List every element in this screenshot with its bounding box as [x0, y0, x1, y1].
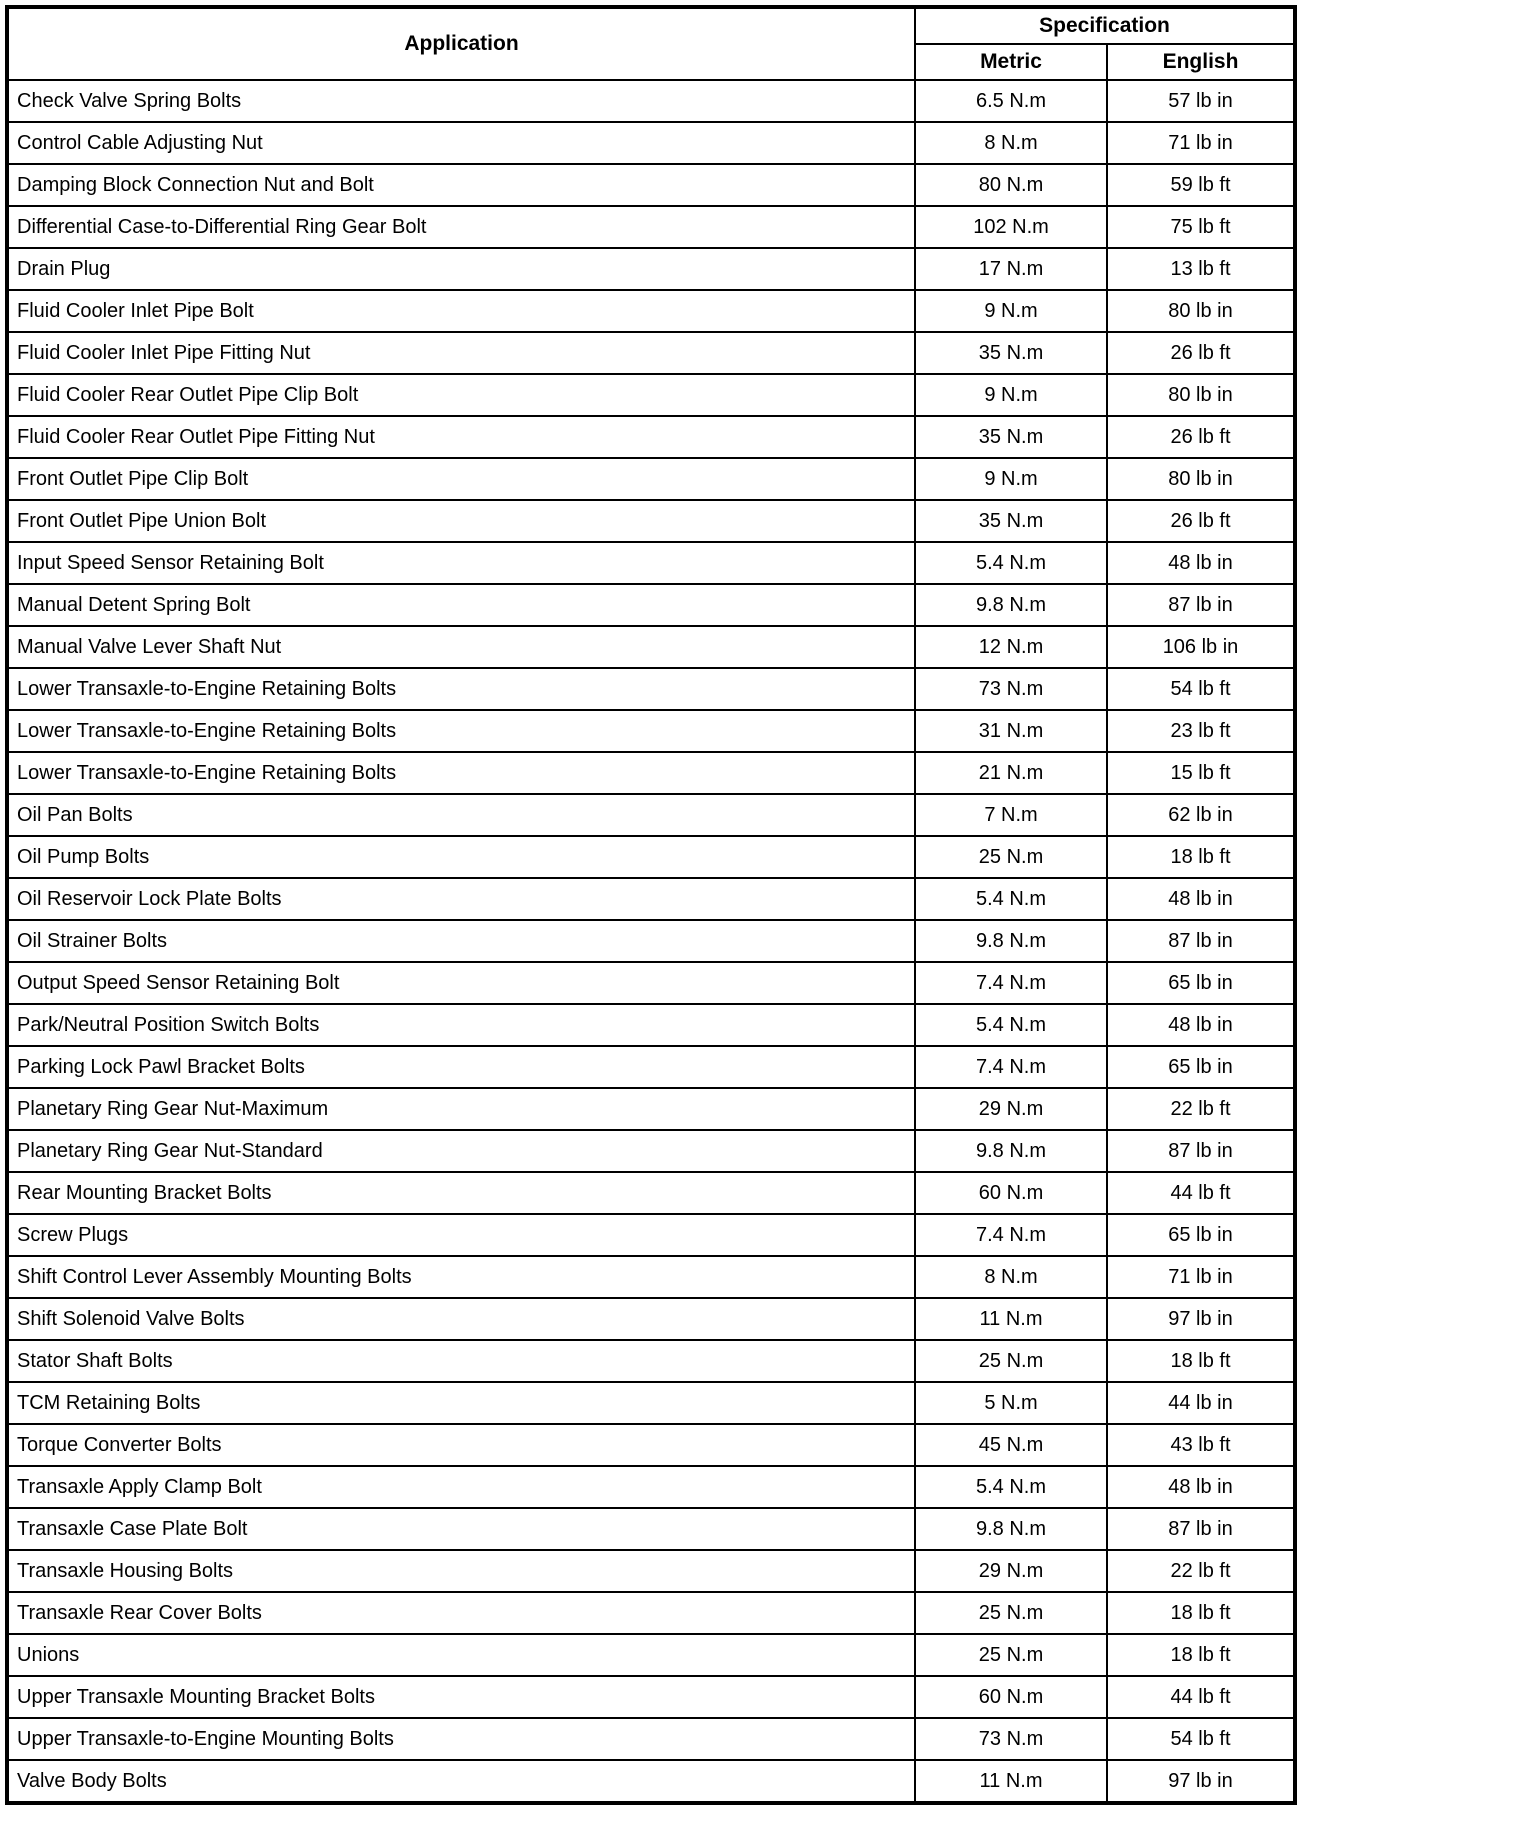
metric-value-cell: 7.4 N.m [915, 1214, 1107, 1256]
table-row [7, 962, 1295, 1004]
metric-value-cell: 25 N.m [915, 1592, 1107, 1634]
application-cell: Planetary Ring Gear Nut-Maximum [7, 1088, 915, 1130]
english-value-cell: 26 lb ft [1107, 500, 1295, 542]
table-row [7, 374, 1295, 416]
application-cell: Output Speed Sensor Retaining Bolt [7, 962, 915, 1004]
metric-value-cell: 11 N.m [915, 1760, 1107, 1803]
english-value-cell: 18 lb ft [1107, 836, 1295, 878]
metric-value-cell: 7 N.m [915, 794, 1107, 836]
application-cell: Screw Plugs [7, 1214, 915, 1256]
application-cell: Fluid Cooler Rear Outlet Pipe Fitting Nut [7, 416, 915, 458]
table-row [7, 1592, 1295, 1634]
application-cell: Fluid Cooler Rear Outlet Pipe Clip Bolt [7, 374, 915, 416]
table-row [7, 1634, 1295, 1676]
table-row [7, 1256, 1295, 1298]
table-row [7, 836, 1295, 878]
metric-value-cell: 25 N.m [915, 1634, 1107, 1676]
metric-value-cell: 12 N.m [915, 626, 1107, 668]
application-cell: Fluid Cooler Inlet Pipe Fitting Nut [7, 332, 915, 374]
table-row [7, 1130, 1295, 1172]
metric-value-cell: 80 N.m [915, 164, 1107, 206]
table-row [7, 710, 1295, 752]
english-value-cell: 87 lb in [1107, 920, 1295, 962]
metric-value-cell: 60 N.m [915, 1676, 1107, 1718]
english-value-cell: 80 lb in [1107, 374, 1295, 416]
table-row [7, 878, 1295, 920]
english-value-cell: 48 lb in [1107, 1004, 1295, 1046]
metric-value-cell: 9.8 N.m [915, 1508, 1107, 1550]
metric-value-cell: 73 N.m [915, 668, 1107, 710]
application-cell: Lower Transaxle-to-Engine Retaining Bolts [7, 710, 915, 752]
table-row [7, 920, 1295, 962]
english-value-cell: 13 lb ft [1107, 248, 1295, 290]
table-row [7, 206, 1295, 248]
english-value-cell: 71 lb in [1107, 122, 1295, 164]
application-cell: Parking Lock Pawl Bracket Bolts [7, 1046, 915, 1088]
english-value-cell: 22 lb ft [1107, 1550, 1295, 1592]
application-cell: Transaxle Housing Bolts [7, 1550, 915, 1592]
application-column-header: Application [7, 7, 915, 80]
table-row [7, 1466, 1295, 1508]
english-value-cell: 80 lb in [1107, 458, 1295, 500]
english-value-cell: 80 lb in [1107, 290, 1295, 332]
english-value-cell: 48 lb in [1107, 542, 1295, 584]
english-value-cell: 106 lb in [1107, 626, 1295, 668]
table-row [7, 458, 1295, 500]
application-cell: Shift Control Lever Assembly Mounting Bolts [7, 1256, 915, 1298]
metric-value-cell: 73 N.m [915, 1718, 1107, 1760]
metric-value-cell: 7.4 N.m [915, 1046, 1107, 1088]
application-cell: Stator Shaft Bolts [7, 1340, 915, 1382]
application-cell: Valve Body Bolts [7, 1760, 915, 1803]
table-row [7, 1424, 1295, 1466]
metric-value-cell: 29 N.m [915, 1088, 1107, 1130]
table-row [7, 584, 1295, 626]
english-value-cell: 54 lb ft [1107, 668, 1295, 710]
application-cell: Check Valve Spring Bolts [7, 80, 915, 122]
english-value-cell: 43 lb ft [1107, 1424, 1295, 1466]
table-row [7, 1298, 1295, 1340]
metric-value-cell: 5.4 N.m [915, 542, 1107, 584]
english-value-cell: 87 lb in [1107, 1130, 1295, 1172]
metric-value-cell: 31 N.m [915, 710, 1107, 752]
table-row [7, 290, 1295, 332]
metric-value-cell: 35 N.m [915, 416, 1107, 458]
metric-value-cell: 35 N.m [915, 332, 1107, 374]
metric-value-cell: 6.5 N.m [915, 80, 1107, 122]
english-value-cell: 65 lb in [1107, 962, 1295, 1004]
metric-value-cell: 25 N.m [915, 1340, 1107, 1382]
metric-value-cell: 5.4 N.m [915, 878, 1107, 920]
metric-value-cell: 9.8 N.m [915, 920, 1107, 962]
english-value-cell: 18 lb ft [1107, 1634, 1295, 1676]
english-value-cell: 18 lb ft [1107, 1340, 1295, 1382]
table-row [7, 1508, 1295, 1550]
application-cell: Lower Transaxle-to-Engine Retaining Bolts [7, 752, 915, 794]
english-value-cell: 48 lb in [1107, 1466, 1295, 1508]
application-cell: Upper Transaxle Mounting Bracket Bolts [7, 1676, 915, 1718]
metric-value-cell: 7.4 N.m [915, 962, 1107, 1004]
metric-value-cell: 35 N.m [915, 500, 1107, 542]
english-value-cell: 26 lb ft [1107, 332, 1295, 374]
english-value-cell: 44 lb in [1107, 1382, 1295, 1424]
metric-value-cell: 21 N.m [915, 752, 1107, 794]
metric-value-cell: 45 N.m [915, 1424, 1107, 1466]
table-row [7, 626, 1295, 668]
metric-value-cell: 8 N.m [915, 1256, 1107, 1298]
application-cell: Lower Transaxle-to-Engine Retaining Bolts [7, 668, 915, 710]
application-cell: Manual Valve Lever Shaft Nut [7, 626, 915, 668]
english-value-cell: 44 lb ft [1107, 1172, 1295, 1214]
application-cell: Transaxle Apply Clamp Bolt [7, 1466, 915, 1508]
application-cell: Oil Reservoir Lock Plate Bolts [7, 878, 915, 920]
table-body [7, 80, 1295, 1803]
application-cell: Front Outlet Pipe Clip Bolt [7, 458, 915, 500]
table-row [7, 1172, 1295, 1214]
application-cell: Transaxle Case Plate Bolt [7, 1508, 915, 1550]
application-cell: Manual Detent Spring Bolt [7, 584, 915, 626]
metric-value-cell: 5.4 N.m [915, 1466, 1107, 1508]
application-cell: Oil Strainer Bolts [7, 920, 915, 962]
header-row-top [7, 7, 1295, 44]
application-cell: Planetary Ring Gear Nut-Standard [7, 1130, 915, 1172]
application-cell: TCM Retaining Bolts [7, 1382, 915, 1424]
english-value-cell: 18 lb ft [1107, 1592, 1295, 1634]
table-row [7, 416, 1295, 458]
english-value-cell: 22 lb ft [1107, 1088, 1295, 1130]
metric-value-cell: 9.8 N.m [915, 1130, 1107, 1172]
application-cell: Damping Block Connection Nut and Bolt [7, 164, 915, 206]
english-value-cell: 62 lb in [1107, 794, 1295, 836]
table-row [7, 542, 1295, 584]
english-value-cell: 59 lb ft [1107, 164, 1295, 206]
table-row [7, 1214, 1295, 1256]
table-row [7, 80, 1295, 122]
table-row [7, 164, 1295, 206]
application-cell: Drain Plug [7, 248, 915, 290]
table-row [7, 668, 1295, 710]
english-value-cell: 71 lb in [1107, 1256, 1295, 1298]
metric-value-cell: 60 N.m [915, 1172, 1107, 1214]
table-row [7, 248, 1295, 290]
english-value-cell: 57 lb in [1107, 80, 1295, 122]
metric-value-cell: 25 N.m [915, 836, 1107, 878]
metric-value-cell: 9 N.m [915, 458, 1107, 500]
english-value-cell: 44 lb ft [1107, 1676, 1295, 1718]
table-row [7, 1760, 1295, 1803]
application-cell: Park/Neutral Position Switch Bolts [7, 1004, 915, 1046]
english-value-cell: 75 lb ft [1107, 206, 1295, 248]
application-cell: Rear Mounting Bracket Bolts [7, 1172, 915, 1214]
metric-value-cell: 29 N.m [915, 1550, 1107, 1592]
specification-column-header: Specification [915, 7, 1295, 44]
english-value-cell: 87 lb in [1107, 584, 1295, 626]
application-cell: Transaxle Rear Cover Bolts [7, 1592, 915, 1634]
metric-value-cell: 5.4 N.m [915, 1004, 1107, 1046]
table-row [7, 1340, 1295, 1382]
table-row [7, 794, 1295, 836]
table-row [7, 1088, 1295, 1130]
application-cell: Differential Case-to-Differential Ring Gear Bolt [7, 206, 915, 248]
metric-value-cell: 9 N.m [915, 374, 1107, 416]
application-cell: Control Cable Adjusting Nut [7, 122, 915, 164]
english-value-cell: 48 lb in [1107, 878, 1295, 920]
table-row [7, 752, 1295, 794]
english-value-cell: 65 lb in [1107, 1046, 1295, 1088]
english-value-cell: 15 lb ft [1107, 752, 1295, 794]
application-cell: Fluid Cooler Inlet Pipe Bolt [7, 290, 915, 332]
application-cell: Shift Solenoid Valve Bolts [7, 1298, 915, 1340]
application-cell: Oil Pump Bolts [7, 836, 915, 878]
application-cell: Oil Pan Bolts [7, 794, 915, 836]
english-value-cell: 54 lb ft [1107, 1718, 1295, 1760]
application-cell: Input Speed Sensor Retaining Bolt [7, 542, 915, 584]
english-value-cell: 23 lb ft [1107, 710, 1295, 752]
table-row [7, 122, 1295, 164]
table-row [7, 332, 1295, 374]
application-cell: Unions [7, 1634, 915, 1676]
application-cell: Front Outlet Pipe Union Bolt [7, 500, 915, 542]
english-value-cell: 26 lb ft [1107, 416, 1295, 458]
metric-column-header: Metric [915, 44, 1107, 80]
metric-value-cell: 11 N.m [915, 1298, 1107, 1340]
metric-value-cell: 5 N.m [915, 1382, 1107, 1424]
table-row [7, 1550, 1295, 1592]
english-value-cell: 97 lb in [1107, 1760, 1295, 1803]
english-column-header: English [1107, 44, 1295, 80]
metric-value-cell: 9 N.m [915, 290, 1107, 332]
table-row [7, 1676, 1295, 1718]
table-row [7, 1004, 1295, 1046]
metric-value-cell: 9.8 N.m [915, 584, 1107, 626]
fastener-torque-spec-table [5, 5, 1297, 1805]
application-cell: Torque Converter Bolts [7, 1424, 915, 1466]
metric-value-cell: 102 N.m [915, 206, 1107, 248]
table-header [7, 7, 1295, 80]
table-row [7, 1382, 1295, 1424]
english-value-cell: 65 lb in [1107, 1214, 1295, 1256]
metric-value-cell: 17 N.m [915, 248, 1107, 290]
table-row [7, 500, 1295, 542]
table-row [7, 1718, 1295, 1760]
application-cell: Upper Transaxle-to-Engine Mounting Bolts [7, 1718, 915, 1760]
english-value-cell: 87 lb in [1107, 1508, 1295, 1550]
table-row [7, 1046, 1295, 1088]
english-value-cell: 97 lb in [1107, 1298, 1295, 1340]
metric-value-cell: 8 N.m [915, 122, 1107, 164]
